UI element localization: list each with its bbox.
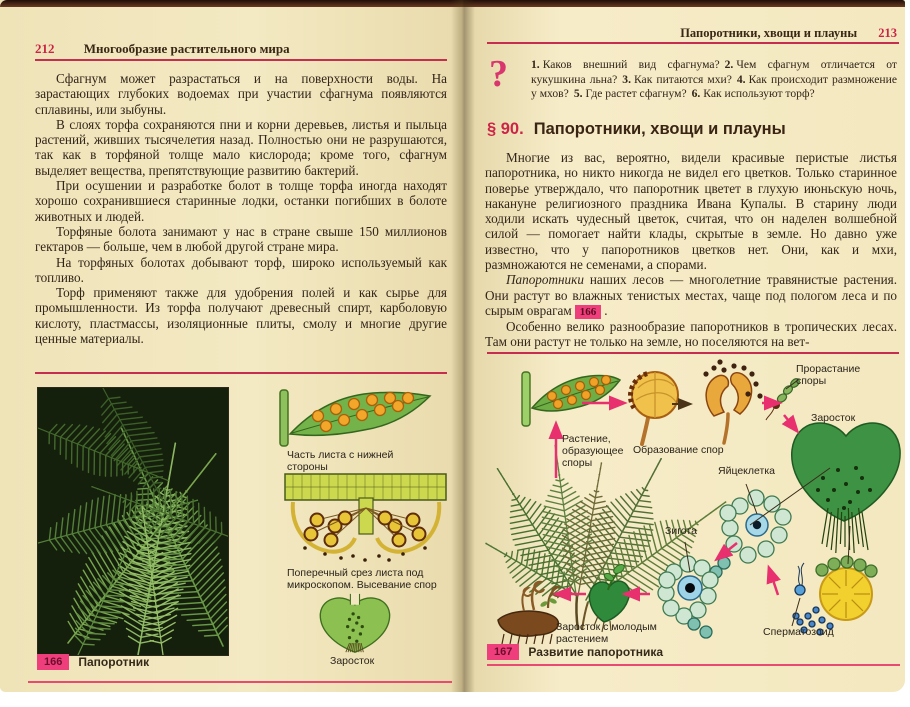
- paragraph-body: наших лесов — многолетние травянистые растения. Они растут во влажных тенистых местах, чаще под пологом леса и по сырым оврагам: [485, 272, 897, 318]
- right-body-text: [485, 150, 897, 350]
- fern-photo: [38, 388, 228, 655]
- right-page-header: [485, 26, 897, 41]
- label-zygote: Зигота: [665, 525, 697, 537]
- label-spore-plant: Растение, образующее споры: [562, 433, 624, 469]
- question-number: 5.: [573, 87, 583, 101]
- question-number: 2.: [724, 58, 734, 71]
- paragraph: В слоях торфа сохраняются пни и корни деревьев, листья и пыльца растений, живших тысячелетия назад. Полностью они не разрушаются, так как в торфяной толще мало кислорода; кроме того, сфагнум выделяет вещества, препятствующие развитию бактерий.: [35, 116, 447, 178]
- paragraph-lead-italic: Папоротники: [506, 272, 584, 288]
- left-bottom-rule: [28, 681, 452, 683]
- fern-photo-art: [38, 388, 228, 655]
- label-prothallus-with-plant: Заросток с молодым растением: [556, 621, 657, 645]
- section-title: Папоротники, хвощи и плауны: [533, 120, 786, 138]
- right-figure-rule: [487, 352, 899, 354]
- left-running-title: Многообразие растительного мира: [83, 41, 290, 56]
- question-mark-icon: ?: [489, 53, 508, 95]
- question-text: Как питаются мхи?: [633, 72, 732, 86]
- figure-166-number: 166: [37, 654, 69, 670]
- prothallus-illustration: [307, 592, 402, 654]
- right-header-rule: [487, 42, 899, 44]
- paragraph: Особенно велико разнообразие папоротников в тропических лесах. Там они растут не только на земле, но поселяются на вет-: [485, 318, 897, 350]
- label-spore-formation: Образование спор: [633, 444, 724, 456]
- section-heading: [487, 120, 786, 139]
- figure-ref-badge: 166: [575, 305, 602, 319]
- question-text: Чем сфагнум отличается от кукушкина льна?: [531, 58, 897, 86]
- life-cycle-art: [478, 358, 906, 650]
- paragraph: Торф применяют также для удобрения полей и как сырье для промышленности. Из торфа получают древесный спирт, карболовую кислоту, пластмассы, изоляционные плиты, смолу и многие другие ценные материалы.: [35, 285, 447, 347]
- label-prothallus: Заросток: [811, 412, 856, 424]
- figure-167-label: Развитие папоротника: [528, 645, 664, 659]
- left-figure-rule: [35, 372, 447, 374]
- question-number: 6.: [691, 87, 701, 101]
- figure-166-label: Папоротник: [78, 655, 150, 669]
- label-prothallus-left: Заросток: [330, 655, 375, 667]
- label-cross-section: Поперечный срез листа под микроскопом. Высевание спор: [287, 567, 437, 591]
- label-sperm: Сперматозоид: [763, 626, 834, 638]
- left-page-header: [35, 41, 290, 57]
- right-running-title: Папоротники, хвощи и плауны: [680, 26, 858, 40]
- question-text: Как происходит размножение у мхов?: [531, 72, 897, 101]
- question-number: 1.: [531, 58, 540, 71]
- paragraph: Торфяные болота занимают у нас в стране свыше 150 миллионов гектаров — больше, чем в любой другой стране мира.: [35, 223, 447, 255]
- question-number: 3.: [622, 72, 631, 86]
- label-spore-germination: Прорастание споры: [796, 363, 861, 387]
- questions-block: [531, 58, 897, 102]
- paragraph: На торфяных болотах добывают торф, широко используемый как топливо.: [35, 254, 447, 285]
- figure-167-number: 167: [487, 644, 519, 660]
- page-gutter: [451, 0, 475, 692]
- right-bottom-rule: [487, 664, 900, 666]
- section-number: § 90.: [487, 120, 524, 138]
- paragraph: Многие из вас, вероятно, видели красивые перистые листья папоротника, но никто никогда не видел его цветков. Только старинное поверье утверждало, что папоротник цветет в глухую июньскую ночь, накануне религиозного праздника Ивана Купалы. В старину люди ходили искать чудесный цветок, считая, что он наделен волшебной силой — помогает найти клады, скрытые в земле. Но давно уже известно, что у папоротников цветков нет. Они, как и мхи, размножаются не семенами, а спорами.: [485, 150, 897, 273]
- label-egg-cell: Яйцеклетка: [718, 465, 775, 477]
- right-page-number: 213: [878, 26, 897, 40]
- cross-section-illustration: [283, 468, 448, 565]
- question-text: Каков внешний вид сфагнума?: [542, 58, 720, 71]
- left-header-rule: [35, 59, 447, 61]
- leaf-underside-illustration: [278, 384, 446, 448]
- question-text: Как используют торф?: [703, 87, 815, 101]
- paragraph: При осушении и разработке болот в толще торфа иногда находят хорошо сохранившиеся старинные лодки, останки погибших в болоте животных и людей.: [35, 178, 447, 224]
- paragraph-tail: .: [604, 302, 608, 318]
- paragraph: [485, 272, 897, 319]
- left-page-number: 212: [35, 41, 55, 56]
- figure-166-caption: [37, 653, 149, 671]
- fern-life-cycle-figure: [478, 358, 906, 650]
- figure-167-caption: [487, 643, 663, 661]
- label-leaf-underside: Часть листа с нижней стороны: [287, 449, 394, 473]
- question-text: Где растет сфагнум?: [585, 87, 687, 101]
- paragraph: Сфагнум может разрастаться и на поверхности воды. На зарастающих глубоких водоемах при участии сфагнума появляются сплавины, или зыбуны.: [35, 71, 447, 117]
- left-body-text: [35, 71, 447, 346]
- question-number: 4.: [736, 72, 746, 86]
